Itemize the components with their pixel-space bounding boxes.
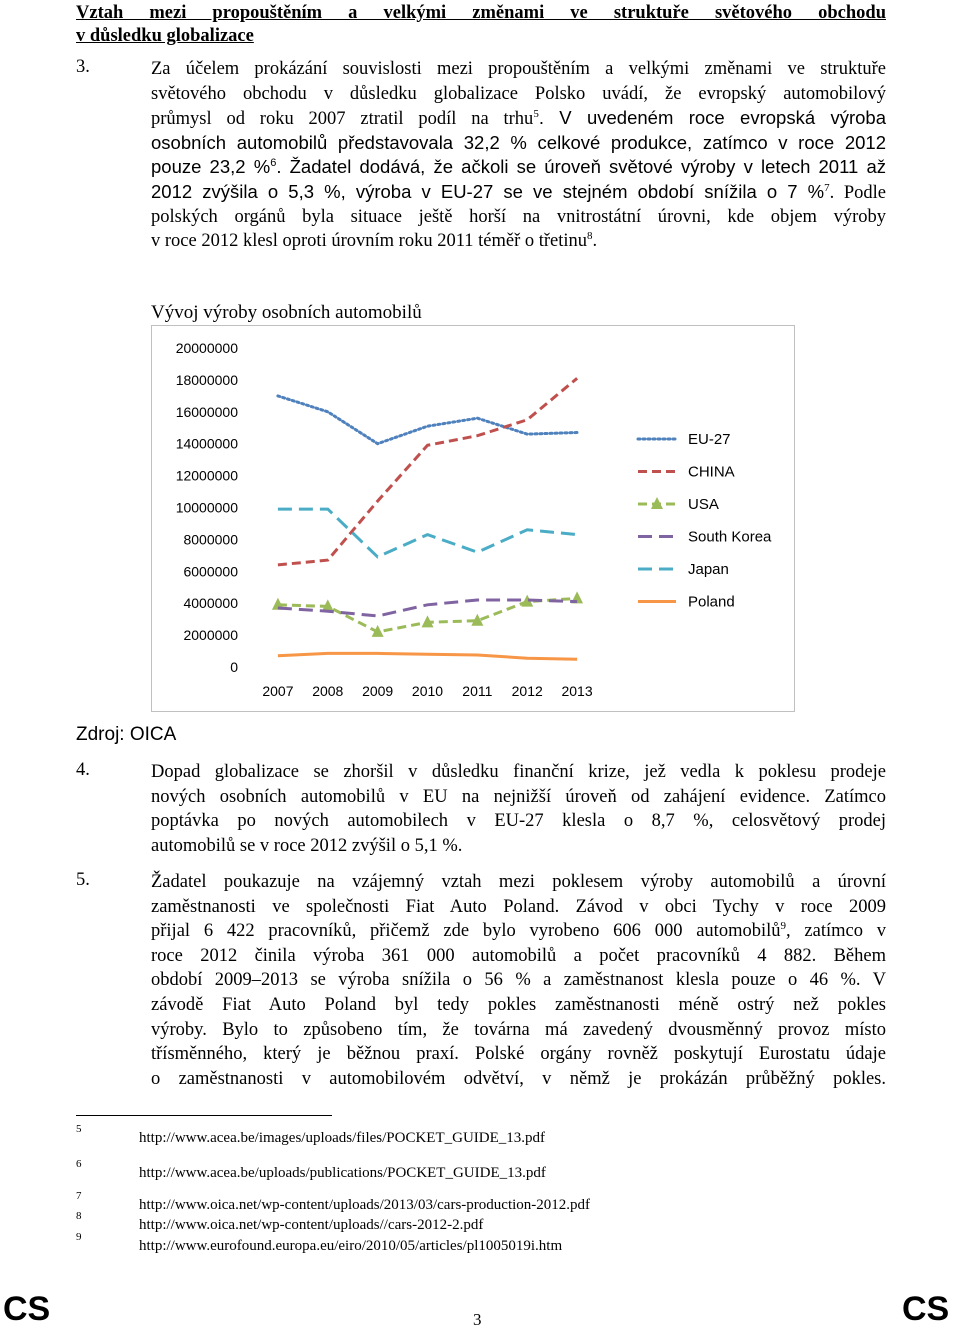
language-code-right: CS — [902, 1290, 950, 1328]
text-line: roce 2012 činila výroba 361 000 automobilů a počet pracovníků 4 882. Během — [151, 945, 886, 966]
text-line: automobilů se v roce 2012 zvýšil o 5,1 %. — [151, 835, 463, 856]
text-line: osobních automobilů představovala 32,2 % celkové produkce, zatímco v roce 2012 — [151, 131, 886, 153]
series-line-poland — [278, 653, 577, 659]
line-chart — [152, 326, 794, 711]
legend-label: EU-27 — [688, 431, 731, 448]
x-tick-label: 2012 — [511, 683, 543, 699]
y-tick-label: 14000000 — [175, 435, 238, 452]
footnote-number: 7 — [76, 1190, 82, 1202]
footnote-link[interactable]: http://www.acea.be/uploads/publications/POCKET_GUIDE_13.pdf — [139, 1165, 546, 1181]
text-line: světového obchodu v důsledku globalizace Polsko uvádí, že evropský automobilový — [151, 83, 886, 104]
text-line: v roce 2012 klesl oproti úrovním roku 2011 téměř o třetinu$^8$. — [151, 230, 598, 252]
series-line-south-korea — [278, 600, 577, 616]
series-line-eu-27 — [278, 396, 577, 444]
x-tick-label: 2010 — [411, 683, 444, 699]
text-line: Dopad globalizace se zhoršil v důsledku finanční krize, jež vedla k poklesu prodeje — [151, 762, 886, 782]
y-tick-label: 18000000 — [175, 371, 238, 388]
text-line: třísměnného, který je běžnou praxí. Polské orgány rovněž poskytují Eurostatu údaje — [151, 1044, 886, 1065]
language-code-left: CS — [3, 1290, 51, 1328]
footnote-link[interactable]: http://www.oica.net/wp-content/uploads//cars-2012-2.pdf — [139, 1217, 484, 1233]
x-tick-label: 2013 — [561, 683, 593, 699]
text-line: Za účelem prokázání souvislosti mezi propouštěním a velkými změnami ve struktuře — [151, 59, 886, 79]
legend-label: USA — [688, 496, 719, 513]
x-tick-label: 2011 — [462, 683, 493, 699]
legend-label: Japan — [688, 561, 729, 578]
text-line: přijal 6 422 pracovníků, přičemž zde bylo vyrobeno 606 000 automobilů$^9$, zatímco v — [151, 920, 886, 942]
paragraph-text — [151, 760, 886, 858]
series-line-japan — [278, 509, 577, 557]
footnote-number: 5 — [76, 1123, 82, 1135]
footnote-ref[interactable]: 7 — [824, 181, 830, 194]
section-heading — [76, 2, 886, 48]
text-line: o zaměstnanosti v automobilovém odvětví, v němž je prokázán průběžný pokles. — [151, 1068, 886, 1089]
page-number: 3 — [473, 1310, 482, 1329]
x-tick-label: 2008 — [312, 683, 344, 699]
text-line: průmysl od roku 2007 ztratil podíl na trhu$^5$. V uvedeném roce evropská výroba — [151, 107, 886, 130]
footnote-link[interactable]: http://www.oica.net/wp-content/uploads/2013/03/cars-production-2012.pdf — [139, 1197, 591, 1213]
footnote-ref[interactable]: 8 — [587, 230, 593, 242]
chart-title: Vývoj výroby osobních automobilů — [151, 302, 422, 323]
paragraph-number: 5. — [76, 870, 90, 890]
y-tick-label: 12000000 — [175, 467, 238, 484]
paragraph-number: 4. — [76, 760, 90, 780]
y-tick-label: 8000000 — [183, 531, 238, 548]
y-tick-label: 16000000 — [175, 403, 238, 420]
series-line-china — [278, 378, 577, 565]
text-line: závodě Fiat Auto Poland byl tedy pokles zaměstnanosti méně ostrý než pokles — [151, 994, 886, 1015]
footnote-separator — [76, 1115, 332, 1116]
text-line: polských orgánů byla situace ještě horší na vnitrostátní úrovni, kde objem výroby — [151, 206, 886, 227]
footnote-ref[interactable]: 9 — [780, 920, 786, 933]
x-tick-label: 2007 — [262, 683, 294, 699]
paragraph-number: 3. — [76, 57, 90, 77]
section-heading-line-2: v důsledku globalizace — [76, 26, 254, 46]
text-line: pouze 23,2 %$^6$. Žadatel dodává, že ačkoli se úroveň světové výroby v letech 2011 až — [151, 156, 886, 178]
source-label: Zdroj: OICA — [76, 724, 177, 745]
legend-label: CHINA — [688, 463, 735, 481]
footnote-ref[interactable]: 5 — [533, 108, 539, 121]
x-tick-label: 2009 — [362, 683, 394, 699]
paragraph-text — [151, 870, 886, 1091]
text-line: období 2009–2013 se výroba snížila o 56 % a zaměstnanost klesla pouze o 46 %. V — [151, 970, 886, 991]
y-tick-label: 10000000 — [175, 499, 238, 516]
y-tick-label: 20000000 — [175, 340, 238, 356]
text-line: Žadatel poukazuje na vzájemný vztah mezi poklesem výroby automobilů a úrovní — [151, 872, 886, 892]
footnote-number: 9 — [76, 1231, 82, 1243]
chart-frame — [151, 325, 795, 712]
footnote-link[interactable]: http://www.eurofound.europa.eu/eiro/2010/05/articles/pl1005019i.htm — [139, 1238, 563, 1254]
text-line: poptávka po nových automobilech v EU-27 klesla o 8,7 %, celosvětový prodej — [151, 811, 886, 832]
y-tick-label: 6000000 — [183, 563, 238, 580]
paragraph-text — [151, 57, 886, 254]
text-line: 2012 zvýšila o 5,3 %, výroba v EU-27 se ve stejném období snížila o 7 %$^7$. Podle — [151, 180, 887, 203]
legend-label: South Korea — [688, 528, 772, 546]
footnote-number: 6 — [76, 1158, 82, 1170]
y-tick-label: 4000000 — [183, 595, 238, 612]
text-line: zaměstnanosti ve společnosti Fiat Auto Poland. Závod v obci Tychy v roce 2009 — [151, 896, 886, 917]
section-heading-line-1: Vztah mezi propouštěním a velkými změnami ve struktuře světového obchodu — [76, 3, 886, 23]
text-line: nových osobních automobilů v EU na nejnižší úroveň od zahájení evidence. Zatímco — [151, 786, 886, 807]
footnote-number: 8 — [76, 1210, 82, 1222]
footnote-ref[interactable]: 6 — [270, 157, 277, 170]
footnote-link[interactable]: http://www.acea.be/images/uploads/files/POCKET_GUIDE_13.pdf — [139, 1130, 546, 1146]
text-line: výroby. Bylo to způsobeno tím, že továrna má zavedený dvousměnný provoz místo — [151, 1019, 886, 1040]
y-tick-label: 2000000 — [183, 627, 238, 644]
y-tick-label: 0 — [230, 659, 238, 675]
legend-label: Poland — [688, 593, 735, 611]
